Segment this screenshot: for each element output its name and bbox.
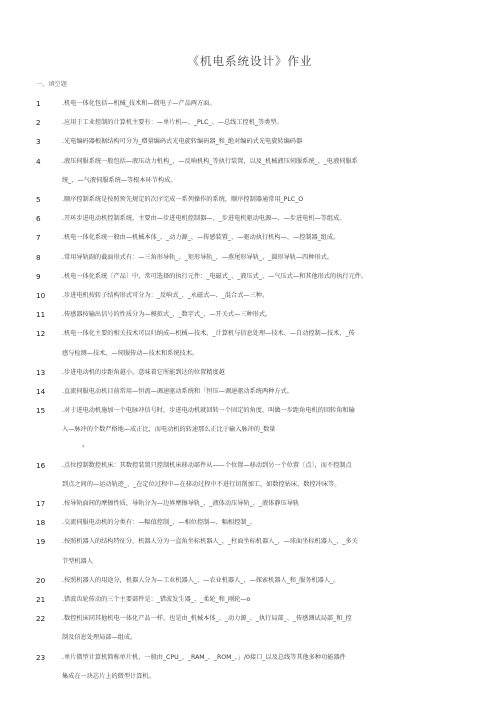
question-item bbox=[36, 401, 476, 439]
question-text-line: .直流伺服电动机目前常用—恒流—调速驱动系统和「恒压—调速驱动系统两种方式。 bbox=[62, 388, 293, 396]
section-heading: 一、填空题 bbox=[36, 81, 67, 88]
question-number: 21 bbox=[36, 595, 46, 605]
question-list bbox=[36, 94, 476, 686]
question-item bbox=[36, 382, 476, 401]
question-item bbox=[36, 456, 476, 494]
question-item bbox=[36, 324, 476, 362]
question-item bbox=[36, 152, 476, 190]
question-text bbox=[62, 532, 476, 570]
question-text-line: .按照机器人的用途分，机器人分为—工业机器人_、—农业机器人_、—探索机器人_和_服务机器人_。 bbox=[62, 576, 340, 584]
question-text-line: 入—脉冲的个数严格地—成正比，而电动机的转速那么正比于输入脉冲的_数量 bbox=[62, 426, 276, 434]
question-text-line: .应用于工业控制的计算机主要有：—单片机—、_PLC_、—总线工控机_等类型。 bbox=[62, 119, 283, 127]
question-text bbox=[62, 324, 476, 362]
question-number: 11 bbox=[36, 310, 46, 320]
question-text bbox=[62, 113, 476, 132]
question-item bbox=[36, 494, 476, 513]
question-number: 17 bbox=[36, 499, 46, 509]
question-number: 1 bbox=[36, 99, 41, 108]
question-text bbox=[62, 228, 476, 247]
question-text-line: .按照机器人的结构特征分，机器人分为一直角坐标机器人_、_柱面坐标机器人_、—球面坐标机器人_、_多关 bbox=[62, 538, 358, 546]
question-text bbox=[62, 94, 476, 113]
question-text-line: 到点之间的—运动轨迹_、_在定位过程中—在移动过程中不进行切削加工，如数控钻床、数控冲床等。 bbox=[62, 480, 341, 488]
question-text bbox=[62, 648, 476, 686]
question-text-line: .对于进电动机施加一个电脉冲信号时，步进电动机就回转一个固定的角度，叫做一步距角电机的回转角和输 bbox=[62, 407, 355, 415]
question-number: 10 bbox=[36, 291, 46, 301]
question-item bbox=[36, 532, 476, 570]
question-text-line: .点位控制数控机床：其数控装置只控制机床移动部件从——个位置—移动到另一个位置〔点〕，而不控制点 bbox=[62, 461, 352, 469]
question-item bbox=[36, 228, 476, 247]
question-text bbox=[62, 401, 476, 439]
question-text-line: .错波齿轮传动的三个主要部件是：_错波发生器_、_柔轮_和_刚轮—o bbox=[62, 596, 251, 604]
question-text bbox=[62, 248, 476, 267]
question-number: 20 bbox=[36, 575, 46, 585]
question-text bbox=[62, 363, 476, 382]
question-item bbox=[36, 132, 476, 151]
question-number: 5 bbox=[36, 195, 41, 205]
question-text-line: .步进电机按转子结构形式可分为：_反响式_、_永磁式—、_混合式—三种。 bbox=[62, 292, 269, 300]
question-text bbox=[62, 609, 476, 647]
asterisk-mark: * bbox=[82, 444, 85, 451]
question-text-line: .机电一体化包括—机械_技术和—微电子—产品两方面。 bbox=[62, 100, 216, 107]
question-item bbox=[36, 363, 476, 382]
question-item bbox=[36, 513, 476, 532]
question-number: 2 bbox=[36, 118, 41, 128]
question-item bbox=[36, 94, 476, 113]
question-text-line: .顺序控制系统是按照预先规定的次序完成一系列操作的系统，顺序控制器通常用_PLC_O bbox=[62, 196, 304, 204]
question-number: 18 bbox=[36, 518, 46, 528]
question-number: 3 bbox=[36, 137, 41, 147]
question-text bbox=[62, 132, 476, 151]
question-text-line: .机电一体化主要的相关技术可以归纳成—机械—技术、_计算机与信息处理—技术、—自动控制—技术、_传 bbox=[62, 330, 355, 338]
question-text-line: 制及信息处理局部—组成。 bbox=[62, 634, 137, 642]
question-text-line: .机电一体化系统一般由—机械本体_、_动力源_、—传感装置_、—驱动执行机构—、—控制器_组成。 bbox=[62, 234, 340, 242]
question-number: 15 bbox=[36, 406, 46, 416]
question-number: 6 bbox=[36, 214, 41, 224]
question-text bbox=[62, 513, 476, 532]
question-text bbox=[62, 152, 476, 190]
question-item bbox=[36, 590, 476, 609]
question-text-line: .按导轨面间的摩擦性质，导轨分为—边界摩擦导轨_、_液体动压导轨_、_液体静压导轨 bbox=[62, 500, 300, 508]
question-item bbox=[36, 286, 476, 305]
question-number: 22 bbox=[36, 614, 46, 624]
question-item bbox=[36, 209, 476, 228]
question-item bbox=[36, 113, 476, 132]
question-text-line: 集成在一块芯片上的微型计算机。 bbox=[62, 672, 155, 680]
question-number: 16 bbox=[36, 460, 46, 470]
question-item bbox=[36, 248, 476, 267]
question-number: 7 bbox=[36, 233, 41, 243]
question-number: 9 bbox=[36, 271, 41, 281]
question-text bbox=[62, 305, 476, 324]
question-item bbox=[36, 571, 476, 590]
question-number: 13 bbox=[36, 367, 46, 377]
question-text-line: .单片微型计算机简称单片机，一般由_CPU_、_RAM_、_ROM_、」/0接口_以及总线等其他多种功能器件 bbox=[62, 653, 346, 661]
question-text bbox=[62, 267, 476, 286]
question-number: 19 bbox=[36, 537, 46, 547]
question-number: 23 bbox=[36, 652, 46, 662]
question-text-line: .液压伺服系统一般包括—液压动力机构_、—反响机构_等执行装置，以及_机械液压伺服系统_、_电液伺服系 bbox=[62, 157, 358, 165]
question-text bbox=[62, 209, 476, 228]
question-text-line: .机电一体化系统〔产品〕中，常可选择的执行元件：_电磁式_、_液压式_、—气压式—和其他形式的执行元件。 bbox=[62, 272, 368, 280]
question-text bbox=[62, 456, 476, 494]
question-text bbox=[62, 382, 476, 401]
question-number: 4 bbox=[36, 156, 41, 166]
question-text-line: .交流伺服电动机的分类有：—幅值控制_、—相位控制—、幅相控制_。 bbox=[62, 519, 256, 527]
question-text bbox=[62, 190, 476, 209]
question-item bbox=[36, 190, 476, 209]
question-number: 14 bbox=[36, 387, 46, 397]
question-text-line: .步进电动机的步距角越小，意味着它所能到达的位置精度越 bbox=[62, 368, 225, 376]
question-text bbox=[62, 494, 476, 513]
question-text-line: .传感器按输出信号的性质分为—模拟式_、_数字式_、—开关式—三种形式。 bbox=[62, 311, 272, 319]
question-text-line: .光电编码器根据结构可分为_增量编码式光电旋转编码器_和_绝对编码式光电旋转编码器 bbox=[62, 138, 303, 146]
question-number: 12 bbox=[36, 329, 46, 339]
question-text bbox=[62, 286, 476, 305]
question-number: 8 bbox=[36, 252, 41, 262]
question-item bbox=[36, 305, 476, 324]
question-text-line: .常用导轨副的截面形式有：—三角形导轨_、_矩形导轨_、—燕尾形导轨_、_圆形导轨—四种形式。 bbox=[62, 253, 334, 261]
question-text-line: .数控机床同其他机电一体化产品一样，也是由_机械本体_、_动力源_、_执行局部_、_传感测试局部_和_控 bbox=[62, 615, 352, 623]
question-item bbox=[36, 609, 476, 647]
question-text bbox=[62, 571, 476, 590]
question-text-line: 感与检测—技术、—伺服传动—技术和系统技术。 bbox=[62, 349, 199, 357]
question-text-line: .开环步进电动机控制系统，主要由—步进电机控制器—、_步进电机驱动电源—、—步进电机—等组成。 bbox=[62, 215, 346, 223]
question-text bbox=[62, 590, 476, 609]
document-title: 《机电系统设计》作业 bbox=[187, 54, 313, 68]
question-item bbox=[36, 648, 476, 686]
question-text-line: 统_、—气液伺服系统—等根本环节构成。 bbox=[62, 176, 177, 184]
question-text-line: 节型机器人 bbox=[62, 557, 93, 565]
question-item bbox=[36, 267, 476, 286]
